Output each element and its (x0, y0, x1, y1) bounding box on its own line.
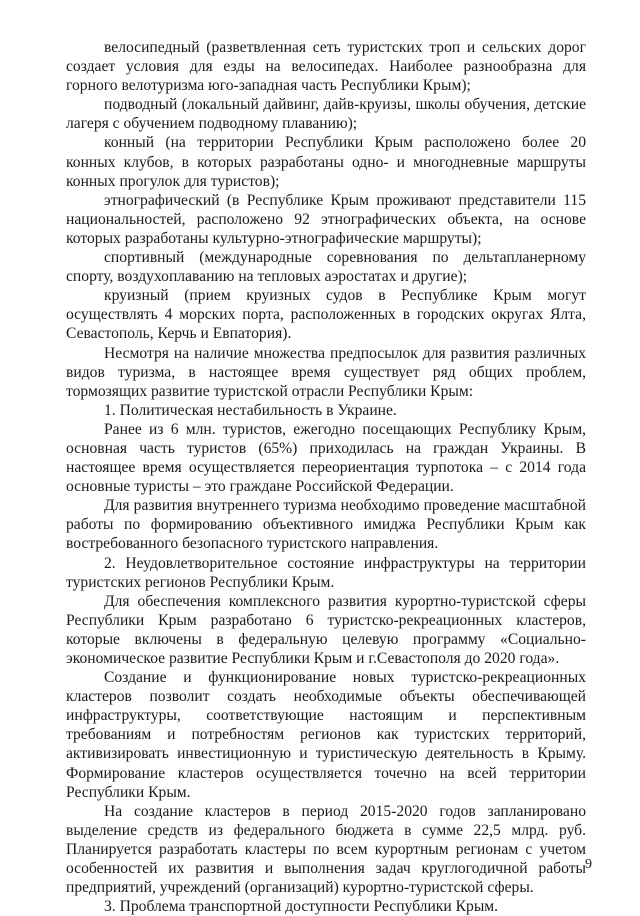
paragraph-cycling-tourism: велосипедный (разветвленная сеть туристских троп и сельских дорог создает условия для езды на велосипедах. Наиболее разнообразна для горного велотуризма юго-западная часть Республики Крым); (66, 39, 586, 95)
paragraph-tourist-flow: Ранее из 6 млн. туристов, ежегодно посещающих Республику Крым, основная часть туристов (65%) приходилась на граждан Украины. В настоящее время осуществляется переориентация турпотока – с 2014 года основные туристы – это граждане Российской Федерации. (66, 420, 586, 496)
paragraph-underwater-tourism: подводный (локальный дайвинг, дайв-круизы, школы обучения, детские лагеря с обучением подводному плаванию); (66, 96, 586, 133)
heading-problem-1: 1. Политическая нестабильность в Украине. (104, 401, 397, 419)
paragraph-sports-tourism: спортивный (международные соревнования по дельтапланерному спорту, воздухоплаванию на тепловых аэростатах и другие); (66, 249, 586, 286)
paragraph-clusters-infrastructure: Создание и функционирование новых туристско-рекреационных кластеров позволит создать необходимые объекты обеспечивающей инфраструктуры, соответствующие настоящим и перспективным требованиям и потребностям регионов как туристских территорий, активизировать инвестиционную и туристическую деятельность в Крыму. Формирование кластеров осуществляется точечно на всей территории Республики Крым. (66, 669, 586, 801)
page-number: 9 (585, 857, 592, 872)
paragraph-ethnographic-tourism: этнографический (в Республике Крым проживают представители 115 национальностей, расположено 92 этнографических объекта, на основе которых разработаны культурно-этнографические маршруты); (66, 191, 586, 247)
body-text (66, 38, 586, 916)
heading-problem-2: 2. Неудовлетворительное состояние инфраструктуры на территории туристских регионов Республики Крым. (66, 554, 586, 591)
paragraph-clusters-funding: На создание кластеров в период 2015-2020 годов запланировано выделение средств из федерального бюджета в сумме 22,5 млрд. руб. Планируется разработать кластеры по всем курортным регионам с учетом особенностей их развития и выполнения задач круглогодичной работы предприятий, учреждений (организаций) курортно-туристской сферы. (66, 802, 586, 897)
paragraph-clusters-program: Для обеспечения комплексного развития курортно-туристской сферы Республики Крым разработано 6 туристско-рекреационных кластеров, которые включены в федеральную целевую программу «Социально-экономическое развитие Республики Крым и г.Севастополя до 2020 года». (66, 592, 586, 667)
paragraph-cruise-tourism: круизный (прием круизных судов в Республике Крым могут осуществлять 4 морских порта, расположенных в городских округах Ялта, Севастополь, Керчь и Евпатория). (66, 287, 586, 343)
heading-problem-3: 3. Проблема транспортной доступности Республики Крым. (104, 898, 499, 916)
paragraph-domestic-tourism: Для развития внутреннего туризма необходимо проведение масштабной работы по формированию объективного имиджа Республики Крым как востребованного безопасного туристского направления. (66, 497, 586, 553)
paragraph-equestrian-tourism: конный (на территории Республики Крым расположено более 20 конных клубов, в которых разработаны одно- и многодневные маршруты конных прогулок для туристов); (66, 134, 586, 190)
paragraph-problems-intro: Несмотря на наличие множества предпосылок для развития различных видов туризма, в настоящее время существует ряд общих проблем, тормозящих развитие туристской отрасли Республики Крым: (66, 344, 586, 400)
